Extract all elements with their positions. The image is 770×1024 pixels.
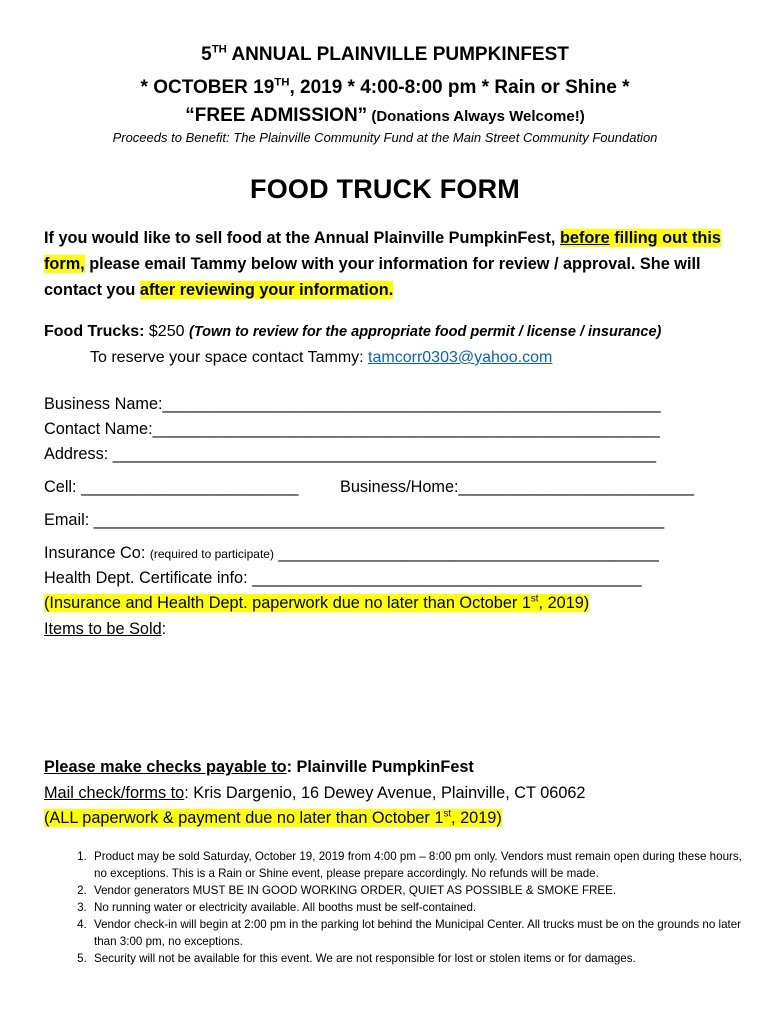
intro-paragraph: If you would like to sell food at the Annual Plainville PumpkinFest, before filling out this form, please email Tammy below with your information for review / approval. She will contact you after reviewing your information.	[44, 229, 721, 299]
address-field[interactable]: Address: ____________________________________________________________	[44, 445, 657, 463]
business-home-field[interactable]: Business/Home:__________________________	[340, 478, 694, 496]
payment-due-note: (ALL paperwork & payment due no later than October 1st, 2019)	[44, 808, 502, 827]
list-item: 3. No running water or electricity available. All booths must be self-contained.	[90, 899, 744, 916]
list-item: 2. Vendor generators MUST BE IN GOOD WORKING ORDER, QUIET AS POSSIBLE & SMOKE FREE.	[90, 882, 744, 899]
vendor-terms-list	[44, 848, 744, 967]
event-title: 5TH ANNUAL PLAINVILLE PUMPKINFEST	[201, 43, 569, 65]
list-item: 1. Product may be sold Saturday, October 19, 2019 from 4:00 pm – 8:00 pm only. Vendors must remain open during these hours, no exceptions. This is a Rain or Shine event, please prepare accordingly. No refunds will be made.	[90, 848, 744, 882]
insurance-field[interactable]: Insurance Co: (required to participate) __________________________________________	[44, 544, 659, 562]
proceeds-line: Proceeds to Benefit: The Plainville Community Fund at the Main Street Community Foundation	[112, 130, 658, 145]
form-title: FOOD TRUCK FORM	[250, 174, 520, 204]
event-date-line: * OCTOBER 19TH, 2019 * 4:00-8:00 pm * Rain or Shine *	[140, 76, 630, 98]
contact-email-link[interactable]: tamcorr0303@yahoo.com	[368, 349, 553, 366]
list-item: 5. Security will not be available for this event. We are not responsible for lost or stolen items or for damages.	[90, 950, 744, 967]
items-to-be-sold-field[interactable]: Items to be Sold:	[44, 620, 167, 638]
paperwork-due-note: (Insurance and Health Dept. paperwork due no later than October 1st, 2019)	[44, 593, 590, 612]
checks-payable-line: Please make checks payable to: Plainville PumpkinFest	[44, 758, 474, 776]
contact-name-field[interactable]: Contact Name:________________________________________________________	[44, 420, 660, 438]
cell-field[interactable]: Cell: ________________________	[44, 478, 299, 496]
health-certificate-field[interactable]: Health Dept. Certificate info: ___________________________________________	[44, 569, 642, 587]
business-name-field[interactable]: Business Name:_______________________________________________________	[44, 395, 661, 413]
mail-to-line: Mail check/forms to: Kris Dargenio, 16 Dewey Avenue, Plainville, CT 06062	[44, 784, 586, 802]
email-field[interactable]: Email: _______________________________________________________________	[44, 511, 665, 529]
food-truck-fee: Food Trucks: $250 (Town to review for the appropriate food permit / license / insurance)	[44, 323, 662, 340]
reserve-contact: To reserve your space contact Tammy: tamcorr0303@yahoo.com	[90, 349, 553, 366]
list-item: 4. Vendor check-in will begin at 2:00 pm in the parking lot behind the Municipal Center. All trucks must be on the grounds no later than 3:00 pm, no exceptions.	[90, 916, 744, 950]
admission-line: “FREE ADMISSION” (Donations Always Welcome!)	[185, 105, 585, 126]
